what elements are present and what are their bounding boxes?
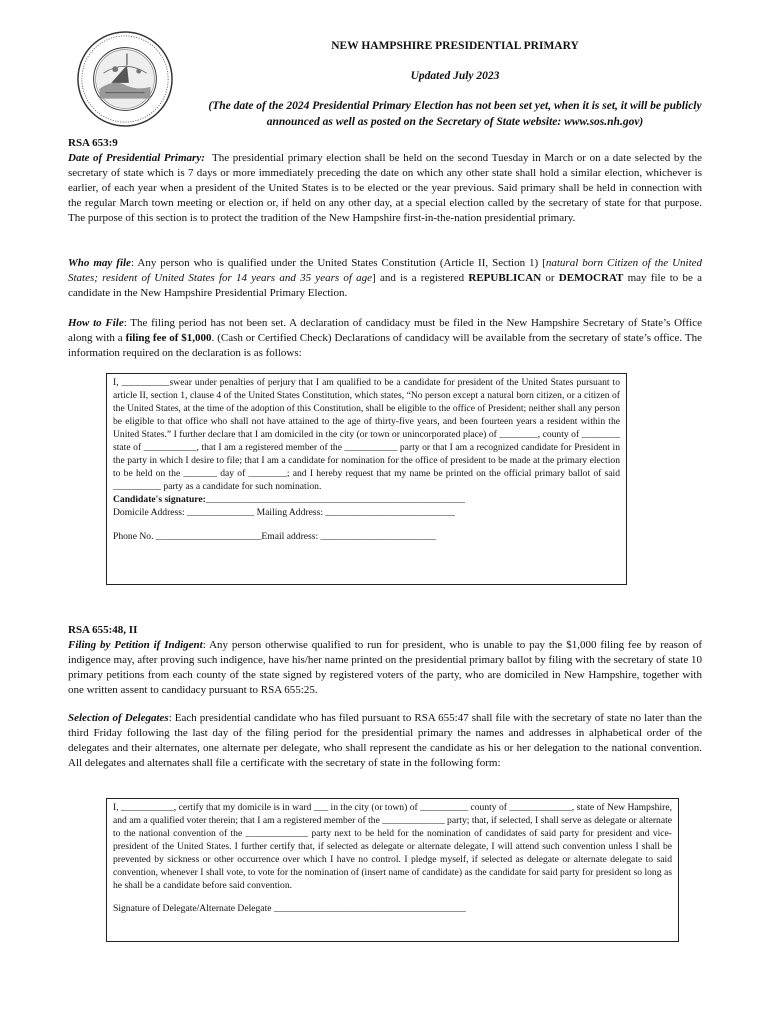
or-text: or [541, 272, 559, 284]
petition-label: Filing by Petition if Indigent [68, 639, 203, 651]
date-paragraph [68, 151, 702, 226]
rsa-653-heading: RSA 653:9 [68, 137, 118, 149]
contact-line: Phone No. ______________________Email address: ________________________ [113, 531, 436, 542]
rsa-655-heading: RSA 655:48, II [68, 624, 138, 636]
rsa-655-section [68, 623, 702, 698]
date-label: Date of Presidential Primary: [68, 152, 205, 164]
certificate-box [106, 798, 679, 942]
how-to-file-paragraph [68, 316, 702, 361]
who-text-3: may file to be a candidate in the New Hampshire Presidential Primary Election. [68, 272, 702, 299]
address-line: Domicile Address: ______________ Mailing Address: ___________________________ [113, 507, 455, 518]
candidate-signature-line: ______________________________________________________ [205, 494, 465, 505]
candidate-signature-label: Candidate's signature: [113, 494, 206, 505]
page-title: NEW HAMPSHIRE PRESIDENTIAL PRIMARY [331, 40, 579, 52]
date-text: The presidential primary election shall be held on the second Tuesday in March or on a date selected by the secretary of state which is 7 days or more immediately preceding the date on which any other state shall hold a similar election, whichever is earlier, of each year when a president of the United States is to be elected or the year previous. Said primary shall be held in connection with the regular March town meeting or election or, if held on any other day, at a special election called by the secretary of state for that purpose. The purpose of this section is to protect the tradition of the New Hampshire first-in-the-nation presidential primary. [68, 152, 702, 224]
democrat-label: DEMOCRAT [558, 272, 624, 284]
republican-label: REPUBLICAN [468, 272, 542, 284]
who-text-2: ] and is a registered [372, 272, 469, 284]
declaration-body: I, __________swear under penalties of perjury that I am qualified to be a candidate for president of the United States pursuant to article II, section 1, clause 4 of the United States Constitution, which states, “No person except a natural born citizen, or a citizen of the United States, at the time of the adoption of this Constitution, shall be eligible to the office of President; neither shall any person be eligible to that office who shall not have attained to the age of thirty-five years, and been fourteen years a resident within the United States.” I further declare that I am domiciled in the city (or town or unincorporated place) of ________, county of ________ state of ___________, that I am a registered member of the ___________ party or that I am a recognized candidate for President in the party in which I desire to file; that I am a candidate for nomination for the office of president to be made at the primary election to be held on the _______ day of ________; and I hereby request that my name be printed on the official primary ballot of said __________ party as a candidate for such nomination. [113, 377, 620, 492]
petition-paragraph [68, 638, 702, 698]
who-label: Who may file [68, 257, 131, 269]
delegates-paragraph [68, 711, 702, 771]
filing-fee: filing fee of $1,000 [125, 332, 212, 344]
who-italic: natural born Citizen of the United States; resident of United States for 14 years and 35 years of age [68, 257, 703, 284]
delegates-label: Selection of Delegates [68, 712, 169, 724]
declaration-box [106, 373, 627, 585]
who-text-1: : Any person who is qualified under the United States Constitution (Article II, Section 1) [ [130, 257, 546, 269]
how-text-1: : The filing period has not been set. A declaration of candidacy must be filed in the New Hampshire Secretary of State’s Office along with a [68, 317, 702, 344]
who-may-file-paragraph [68, 256, 702, 301]
delegates-text: : Each presidential candidate who has filed pursuant to RSA 655:47 shall file with the secretary of state no later than the third Friday following the last day of the filing period for the presidential primary the names and addresses in alphabetical order of the delegates and their alternates, one alternate per delegate, who shall represent the candidate as his or her delegation to the national convention. All delegates and alternates shall file a certificate with the secretary of state in the following form: [68, 712, 703, 769]
rsa-653-section [68, 136, 702, 226]
certificate-body: I, ___________, certify that my domicile is in ward ___ in the city (or town) of __________ county of _____________, state of New Hampshire, and am a qualified voter therein; that I am a registered member of the _____________ party; that, if selected, I shall serve as delegate or alternate to the national convention of the _____________ party next to be held for the nomination of candidates of said party for president and vice-president of the United States. I further certify that, if selected as delegate or alternate delegate, I will attend such convention unless I shall be prevented by sickness or other occurrence over which I have no control. I pledge myself, if selected as delegate or alternate delegate to said convention, whenever I shall vote, to vote for the nomination of (insert name of candidate) as the candidate for said party for president so long as he shall be a candidate before said convention. [113, 802, 672, 891]
how-text-2: . (Cash or Certified Check) Declarations of candidacy will be available from the secretary of state’s office. The information required on the declaration is as follows: [68, 332, 702, 359]
state-seal-icon [76, 30, 174, 128]
delegate-signature-line: Signature of Delegate/Alternate Delegate ________________________________________ [113, 903, 466, 914]
election-date-note: (The date of the 2024 Presidential Primary Election has not been set yet, when it is set, it will be publicly announced as well as posted on the Secretary of State website: www.sos.nh.gov) [208, 100, 702, 128]
petition-text: : Any person otherwise qualified to run for president, who is unable to pay the $1,000 filing fee by reason of indigence may, after proving such indigence, have his/her name printed on the presidential primary ballot by filing with the secretary of state 10 primary petitions from each county of the state signed by registered voters of the party, who are domiciled in New Hampshire, together with one written assent to candidacy pursuant to RSA 655:25. [68, 639, 702, 696]
updated-date: Updated July 2023 [410, 70, 500, 82]
how-label: How to File [68, 317, 124, 329]
